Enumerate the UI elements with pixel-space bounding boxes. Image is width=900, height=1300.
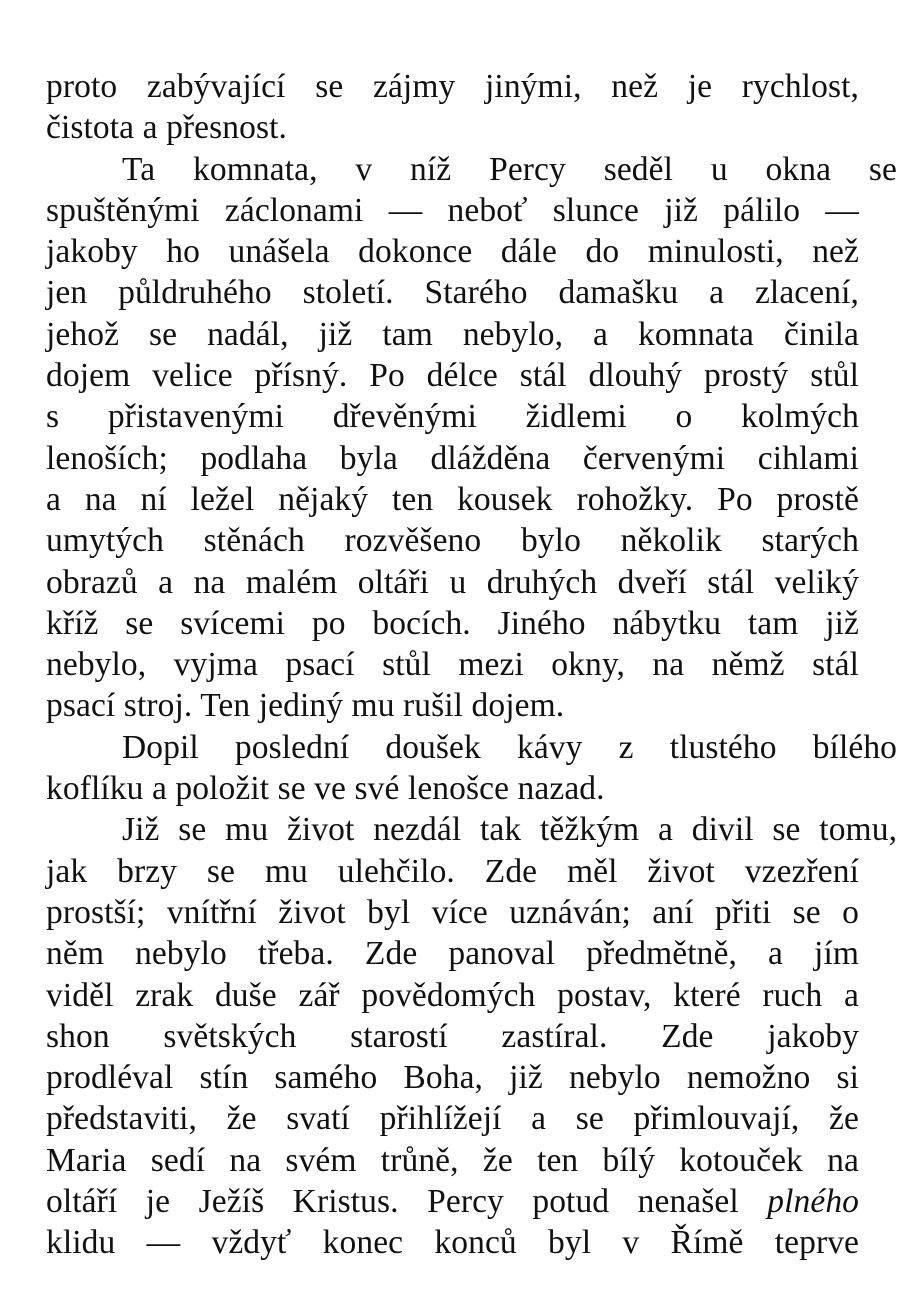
text-line: jen půldruhého století. Starého damašku a zlacení, (46, 274, 859, 312)
text-line: představiti, že svatí přihlížejí a se přimlouvají, že (46, 1100, 859, 1138)
text-line: Dopil poslední doušek kávy z tlustého bílého (122, 728, 898, 766)
text-line: klidu — vždyť konec konců byl v Římě teprve (46, 1224, 860, 1262)
text-line: nebylo, vyjma psací stůl mezi okny, na němž stál (46, 646, 859, 684)
text-line: viděl zrak duše zář povědomých postav, které ruch a (46, 976, 859, 1014)
text-line: koflíku a položit se ve své lenošce nazad. (46, 770, 605, 808)
text-line: Maria sedí na svém trůně, že ten bílý kotouček na (46, 1141, 859, 1179)
text-line-segment: oltáří je Ježíš Kristus. Percy potud nenašel (46, 1183, 768, 1221)
text-line: dojem velice přísný. Po délce stál dlouhý prostý stůl (46, 357, 860, 395)
text-line: jehož se nadál, již tam nebylo, a komnata činila (46, 315, 859, 353)
italic-word: plného (767, 1183, 860, 1221)
text-line: obrazů a na malém oltáři u druhých dveří stál veliký (46, 563, 859, 601)
text-line: proto zabývající se zájmy jinými, než je rychlost, (46, 68, 859, 105)
text-line: jakoby ho unášela dokonce dále do minulosti, než (46, 233, 859, 271)
text-line: umytých stěnách rozvěšeno bylo několik starých (46, 522, 859, 560)
text-line: čistota a přesnost. (46, 109, 287, 147)
text-line: shon světských starostí zastíral. Zde jakoby (46, 1017, 860, 1055)
text-line: spuštěnými záclonami — neboť slunce již pálilo — (46, 191, 860, 229)
text-line: prodléval stín samého Boha, již nebylo nemožno si (46, 1059, 859, 1097)
text-line: prostší; vnítřní život byl více uznáván; aní přiti se o (46, 893, 859, 931)
text-line: kříž se svícemi po bocích. Jiného nábytku tam již (46, 604, 860, 642)
text-line: Ta komnata, v níž Percy seděl u okna se (122, 150, 897, 188)
text-line: lenoších; podlaha byla dlážděna červenými cihlami (46, 439, 859, 477)
text-line: Již se mu život nezdál tak těžkým a divil se tomu, (122, 811, 898, 849)
body-text (46, 66, 898, 1264)
text-line: a na ní ležel nějaký ten kousek rohožky. Po prostě (46, 480, 860, 518)
text-line: s přistavenými dřevěnými židlemi o kolmých (46, 398, 859, 436)
text-line: psací stroj. Ten jediný mu rušil dojem. (46, 687, 565, 725)
text-line (46, 1181, 859, 1222)
text-line: něm nebylo třeba. Zde panoval předmětně, a jím (46, 935, 860, 973)
text-line: jak brzy se mu ulehčilo. Zde měl život vzezření (46, 852, 860, 890)
